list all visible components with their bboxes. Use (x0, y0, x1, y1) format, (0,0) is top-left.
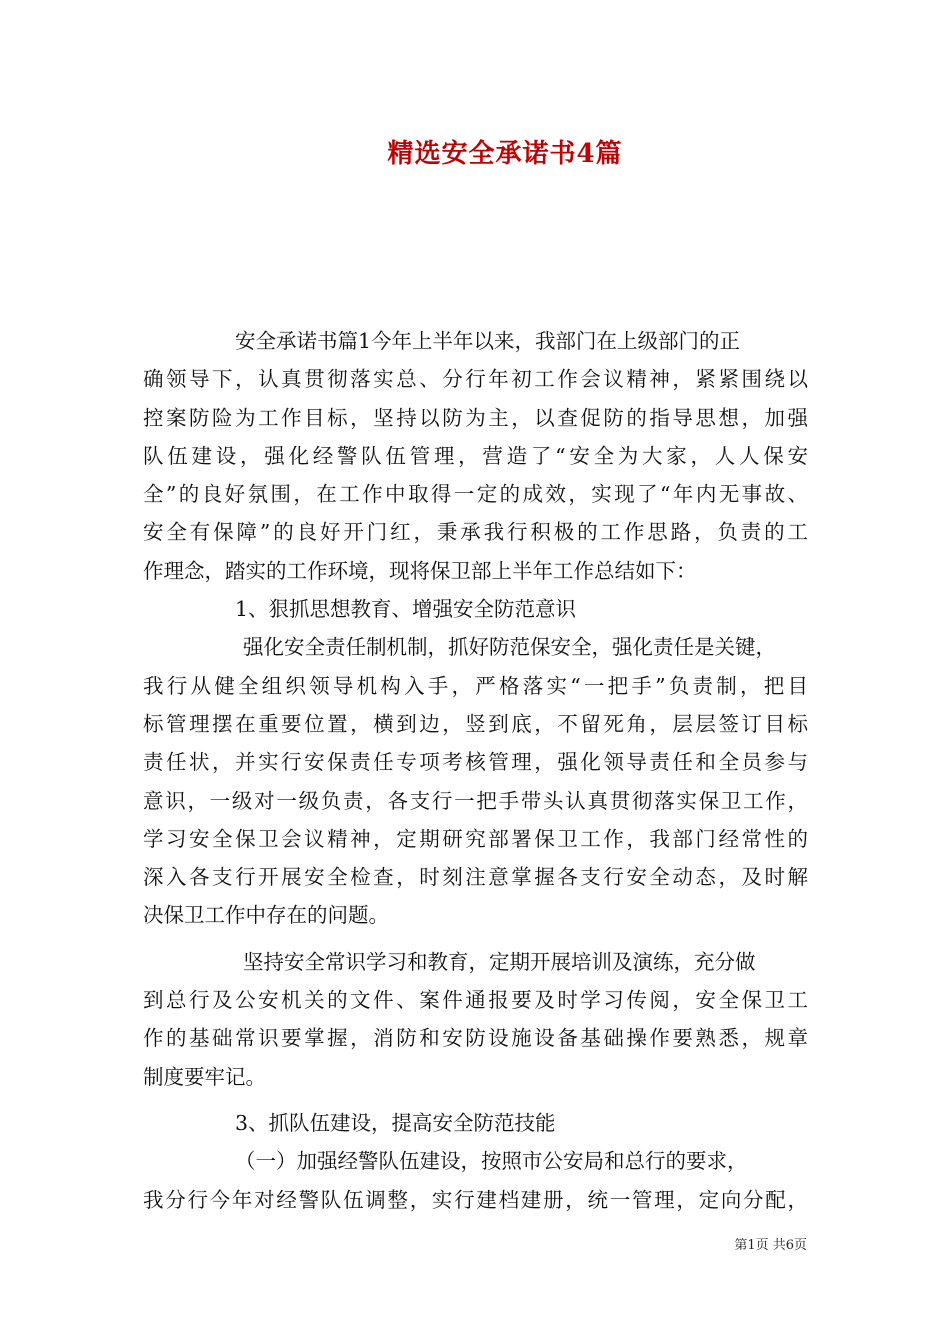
paragraph-line: 安全有保障”的良好开门红，秉承我行积极的工作思路，负责的工 (143, 520, 808, 545)
paragraph-line: 作理念，踏实的工作环境，现将保卫部上半年工作总结如下： (143, 558, 697, 583)
document-body (143, 322, 808, 1219)
paragraph-line: 作的基础常识要掌握，消防和安防设施设备基础操作要熟悉，规章 (143, 1026, 808, 1051)
paragraph-line: 全”的良好氛围，在工作中取得一定的成效，实现了“年内无事故、 (143, 482, 808, 507)
paragraph-line: 决保卫工作中存在的问题。 (143, 903, 389, 928)
paragraph-line: 控案防险为工作目标，坚持以防为主，以查促防的指导思想，加强 (143, 405, 808, 430)
paragraph-line: 标管理摆在重要位置，横到边，竖到底，不留死角，层层签订目标 (143, 711, 808, 736)
paragraph-line: 强化安全责任制机制，抓好防范保安全，强化责任是关键， (243, 635, 776, 660)
paragraph-line: 责任状，并实行安保责任专项考核管理，强化领导责任和全员参与 (143, 750, 808, 775)
section-heading: 3、抓队伍建设，提高安全防范技能 (235, 1110, 556, 1135)
paragraph-line: 意识，一级对一级负责，各支行一把手带头认真贯彻落实保卫工作， (143, 788, 808, 813)
paragraph-line: 我分行今年对经警队伍调整，实行建档建册，统一管理，定向分配， (143, 1187, 808, 1212)
paragraph-line: 队伍建设，强化经警队伍管理，营造了“安全为大家，人人保安 (143, 443, 808, 468)
paragraph-line: 安全承诺书篇1今年上半年以来，我部门在上级部门的正 (235, 329, 741, 353)
paragraph-line: 我行从健全组织领导机构入手，严格落实“一把手”负责制，把目 (143, 673, 808, 698)
paragraph-line: 坚持安全常识学习和教育，定期开展培训及演练，充分做 (243, 949, 756, 974)
page-number: 第1页 共6页 (734, 1238, 807, 1253)
paragraph-line: 确领导下，认真贯彻落实总、分行年初工作会议精神，紧紧围绕以 (143, 367, 808, 392)
document-title: 精选安全承诺书4篇 (387, 139, 623, 169)
paragraph-line: 制度要牢记。 (143, 1064, 266, 1089)
section-heading: 1、狠抓思想教育、增强安全防范意识 (235, 597, 577, 622)
paragraph-line: 到总行及公安机关的文件、案件通报要及时学习传阅，安全保卫工 (143, 988, 808, 1013)
paragraph-line: （一）加强经警队伍建设，按照市公安局和总行的要求， (235, 1149, 748, 1174)
paragraph-line: 深入各支行开展安全检查，时刻注意掌握各支行安全动态，及时解 (143, 865, 808, 890)
paragraph-line: 学习安全保卫会议精神，定期研究部署保卫工作，我部门经常性的 (143, 826, 808, 851)
